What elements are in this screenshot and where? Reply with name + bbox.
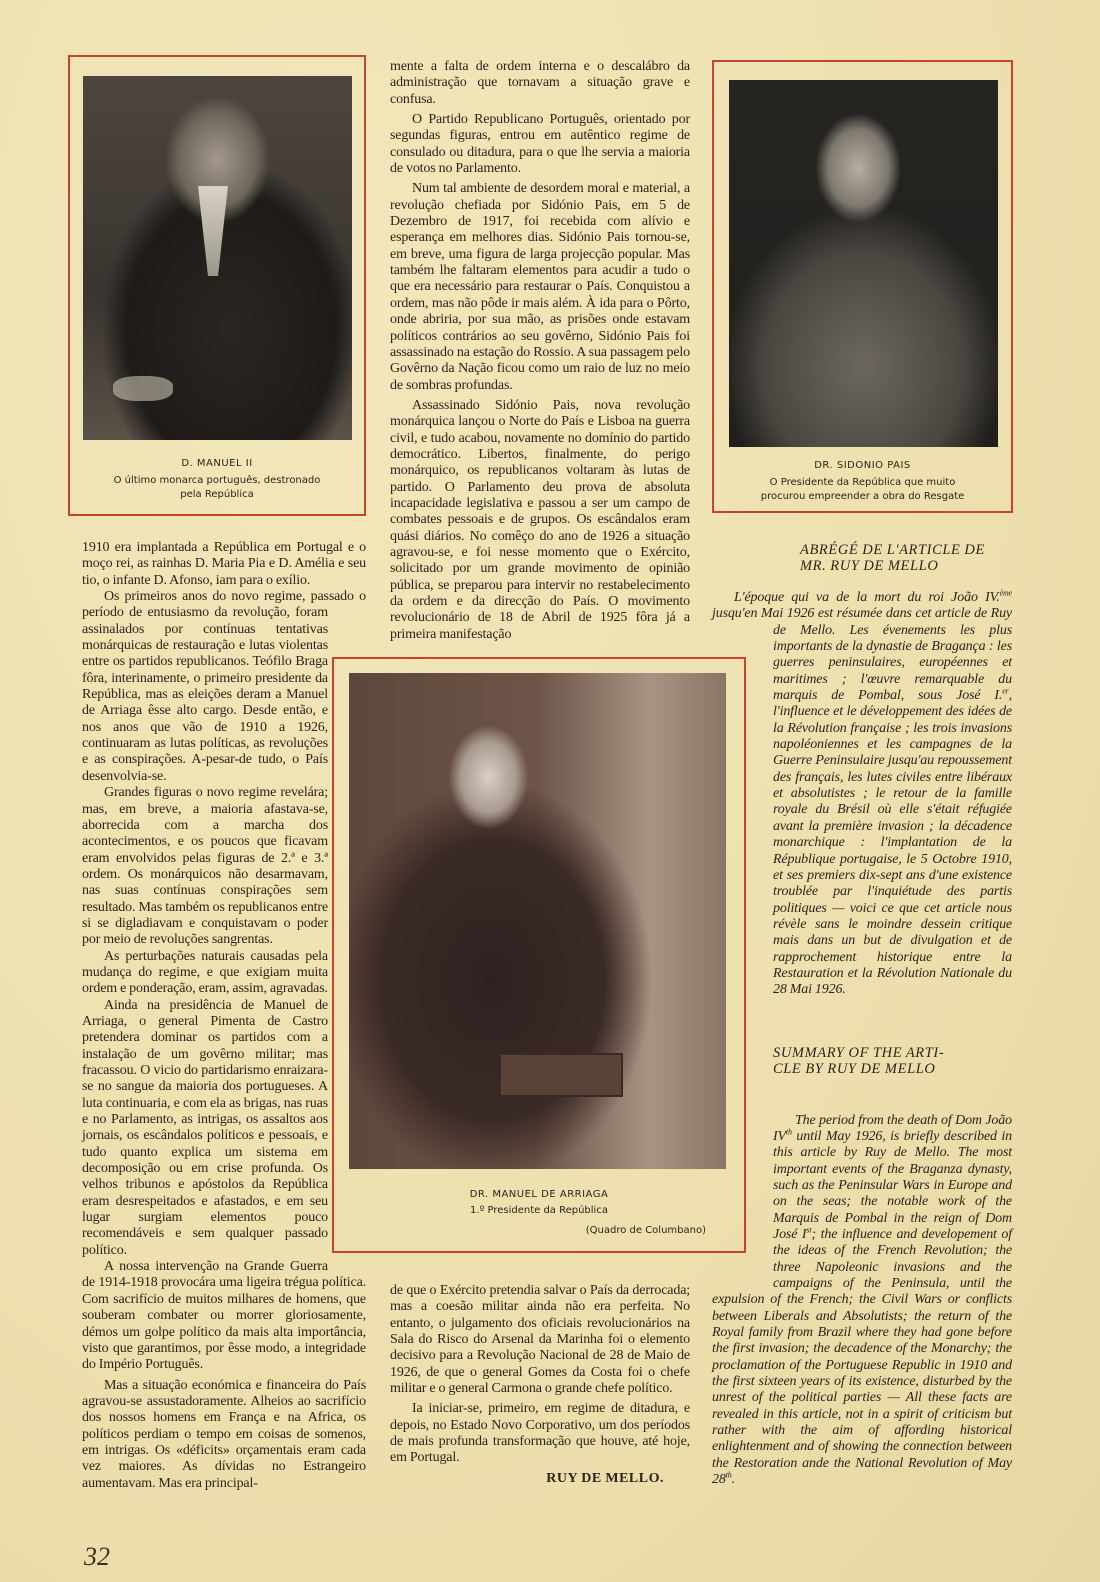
french-summary-heading (712, 542, 1012, 574)
figure-caption: 1.º Presidente da República (470, 1205, 608, 1216)
summary-column-right (712, 542, 1012, 1489)
french-summary: L'époque qui va de la mort du roi João IV.$^{ème}$ jusqu'en Mai 1926 est résumée dans cet article de Ruy de Mello. Les évenements les plus importants de la dynastie de Bragança : les guerres peninsulaires, européennes et maritimes ; l'œuvre remarquable du marquis de Pombal, sous José I.$^{er}$, l'influence et le développement des idées de la Révolution française ; les trois invasions napoléoniennes et les campagnes de la Guerre Peninsulaire jusqu'au repoussement des français, les lutes civiles entre libéraux et absolutistes ; le retour de la famille royale du Brésil où elle s'était réfugiée avant la première invasion ; la décadence monarchique : l'implantation de la République portugaise, le 5 Octobre 1910, et ses premiers dix-sept ans d'une existence troublée par l'inquiétude des partis politiques — voici ce que cet article nous révèle sans le moindre dessein critique mais dans un but de divulgation et de rapprochement historique entre la Restauration et la Révolution Nationale du 28 Mai 1926. (712, 588, 1012, 998)
paragraph: Ainda na presidência de Manuel de Arriaga, o general Pimenta de Castro pretendera dominar os partidos com a instalação de um govêrno militar; mas fracassou. O vicio do partidarismo enraizara-se no sangue da maioria dos portugueses. A luta continuaria, e com ela as brigas, nas ruas e no Parlamento, as intrigas, os assaltos aos jornais, os escândalos políticos e pessoais, e tudo quanto explica um sistema em decomposição ou em crise profunda. Os velhos tribunos e apóstolos da República eram desrespeitados e afastados, e em seu lugar surgiam elementos pouco recomendáveis e sem qualquer passado político. (82, 997, 328, 1258)
heading-line: SUMMARY OF THE ARTI- (773, 1044, 945, 1061)
heading-line: CLE BY RUY DE MELLO (773, 1060, 936, 1077)
figure-sidonio-pais (712, 60, 1013, 513)
figure-name: D. MANUEL II (181, 458, 253, 469)
article-column-left (82, 540, 366, 1492)
figure-caption (714, 476, 1011, 504)
portrait-photo-sidonio-pais (729, 80, 998, 447)
books-shape (499, 1053, 623, 1097)
painting-manuel-de-arriaga (349, 673, 726, 1169)
hand-shape (113, 376, 173, 401)
author-signature: RUY DE MELLO. (546, 1470, 664, 1486)
paragraph: Num tal ambiente de desordem moral e material, a revolução chefiada por Sidónio Pais, em 5 de Dezembro de 1917, foi recebida com alívio e esperança em melhores dias. Sidónio Pais tornou-se, em breve, uma figura de larga projecção popular. Mas também lhe faltaram elementos para acudir a tudo o que era necessário para restaurar o País. Conquistou a ordem, mas não pôde ir mais além. À ida para o Pôrto, onde abriria, por sua mão, as prisões onde estavam políticos contrários ao seu govêrno, Sidónio Pais foi assassinado na estação do Rossio. A sua passagem pelo Govêrno da Nação ficou como um raio de luz no meio de sombras profundas. (390, 181, 690, 393)
figure-caption-line: O último monarca português, destronado (113, 475, 321, 486)
paragraph: 1910 era implantada a República em Portugal e o moço rei, as rainhas D. Maria Pia e D. Amélia e seu tio, o infante D. Afonso, iam para o exílio. (82, 540, 366, 588)
paragraph: As perturbações naturais causadas pela mudança do regime, e que exigiam muita ordem e ponderação, eram, assim, agravadas. (82, 948, 328, 997)
paragraph: O Partido Republicano Português, orientado por segundas figuras, entrou em autêntico regime de consulado ou ditadura, para o que lhe servia a maioria de votos no Parlamento. (390, 112, 690, 177)
figure-name: DR. MANUEL DE ARRIAGA (469, 1189, 609, 1200)
figure-manuel-ii (68, 55, 366, 516)
figure-name: DR. SIDONIO PAIS (814, 460, 911, 471)
paragraph: Grandes figuras o novo regime revelára; mas, em breve, a maioria afastava-se, aborrecida com a marcha dos acontecimentos, e os poucos que ficavam eram envolvidos pelas figuras de 2.ª e 3.ª ordem. Os monárquicos não desarmavam, nas suas contínuas conspirações sem resultado. Mas também os republicanos entre si se digladiavam e conquistavam o poder por meio de revoluções sangrentas. (82, 785, 328, 948)
article-column-middle-top (390, 59, 690, 643)
figure-manuel-de-arriaga (332, 657, 746, 1253)
figure-caption-line: O Presidente da República que muito (769, 477, 956, 488)
paragraph: Os primeiros anos do novo regime, passado o período de entusiasmo da revolução, foram assinalados por contínuas tentativas monárquicas de restauração e lutas violentas entre os partidos republicanos. Teófilo Braga fôra, interinamente, o primeiro presidente da República, mas as eleições deram a Manuel de Arriaga êsse alto cargo. Desde então, e nos anos que vão de 1910 a 1926, continuaram as lutas políticas, as revoluções e as conspirações. A-pesar-de tudo, o País desenvolvia-se. (82, 589, 366, 784)
heading-line: MR. RUY DE MELLO (800, 558, 939, 574)
paragraph: Assassinado Sidónio Pais, nova revolução monárquica lançou o Norte do País e Lisboa na guerra civil, e tudo acabou, novamente no domínio do partido democrático. Libertos, finalmente, do perigo monárquico, os republicanos voltaram às lutas de partido. O Parlamento deu prova de absoluta incapacidade legislativa e passou a ser um campo de combates pessoais e de grupos. Os escândalos eram quási diários. No comêço do ano de 1926 a situação agravou-se, e foi nesse momento que o Exército, solicitado por um grande movimento de opinião pública, se preparou para intervir no restabelecimento da ordem e da direcção do País. O movimento revolucionário de 18 de Abril de 1925 fôra já a primeira manifestação (390, 397, 690, 642)
portrait-photo-manuel-ii (83, 76, 352, 440)
figure-credit: (Quadro de Columbano) (585, 1225, 706, 1236)
figure-caption (70, 474, 364, 502)
paragraph: mente a falta de ordem interna e o descalábro da administração que tornavam a situação grave e confusa. (390, 59, 690, 107)
paragraph: Ia iniciar-se, primeiro, em regime de ditadura, e depois, no Estado Novo Corporativo, um dos períodos de mais profunda transformação que houve, até hoje, em Portugal. (390, 1401, 690, 1466)
paragraph: de que o Exército pretendia salvar o País da derrocada; mas a coesão militar ainda não era perfeita. No entanto, o julgamento dos oficiais revolucionários na Sala do Risco do Arsenal da Marinha foi o elemento decisivo para a Revolução Nacional de 28 de Maio de 1926, de que o general Gomes da Costa foi o chefe militar e o general Carmona o grande chefe político. (390, 1283, 690, 1397)
article-column-middle-bottom (390, 1283, 690, 1487)
figure-caption-line: pela República (180, 489, 254, 500)
paragraph: A nossa intervenção na Grande Guerra de 1914-1918 provocára uma ligeira trégua política. Com sacrifício de muitos milhares de homens, que souberam combater ou morrer gloriosamente, démos um golpe político da mais alta importância, visto que garantimos, por êsse modo, a integridade do Império Português. (82, 1259, 366, 1373)
shirt-front-shape (188, 186, 238, 276)
paragraph: Mas a situação económica e financeira do País agravou-se assustadoramente. Alheios ao sacrifício dos nossos homens em França e na Africa, os políticos perdiam o tempo em coisas de somenos, em intrigas. Os «déficits» orçamentais eram cada vez maiores. As dívidas no Estrangeiro aumentavam. Mas era principal- (82, 1377, 366, 1491)
page-number: 32 (84, 1542, 110, 1571)
english-summary: The period from the death of Dom João IVth until May 1926, is briefly described in this article by Ruy de Mello. The most important events of the Braganza dynasty, such as the Peninsular Wars in Europe and on the seas; the notable work of the Marquis de Pombal in the reign of Dom José Ist; the influence and developement of the ideas of the French Revolution; the three Napoleonic invasions and the campaigns of the Peninsula, until the expulsion of the French; the Civil Wars or conflicts between Liberals and Absolutists; the return of the Royal family from Brazil where they had gone before the first invasion; the decadence of the Monarchy; the proclamation of the Portuguese Republic in 1910 and the first sixteen years of its existence, disturbed by the unrest of the political parties — All these facts are revealed in this article, not in a spirit of criticism but rather with the aim of affording historical enlightenment and of showing the connection between the Restoration ande the National Revolution of May 28th. (712, 1112, 1012, 1488)
figure-caption-line: procurou empreender a obra do Resgate (760, 491, 965, 502)
heading-line: ABRÉGÉ DE L'ARTICLE DE (800, 542, 985, 558)
